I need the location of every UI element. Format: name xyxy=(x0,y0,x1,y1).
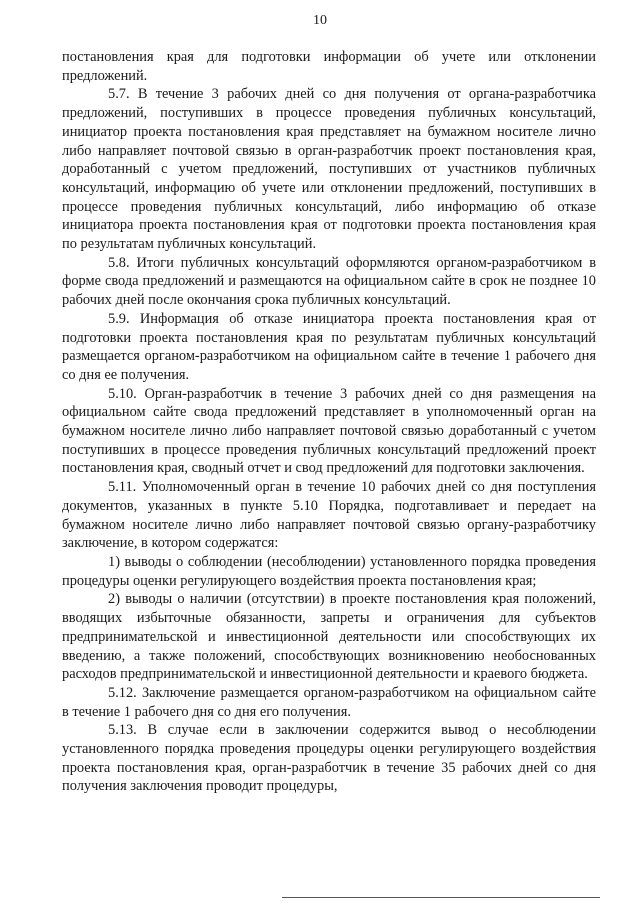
page-number: 10 xyxy=(313,13,327,28)
list-item-2: 2) выводы о наличии (отсутствии) в проекте постановления края положений, вводящих избыточные обязанности, запреты и ограничения для субъектов предпринимательской и инвестиционной деятельности или способствующих их введению, а также положений, способствующих возникновению необоснованных расходов предпринимательской и инвестиционной деятельности и краевого бюджета. xyxy=(62,591,596,683)
paragraph-5-7: 5.7. В течение 3 рабочих дней со дня получения от органа-разработчика предложений, поступивших в процессе проведения публичных консультаций, инициатор проекта постановления края представляет на бумажном носителе лично либо направляет почтовой связью в орган-разработчик проект постановления края, доработанный с учетом предложений, поступивших от участников публичных консультаций, информацию об учете или отклонении предложений, поступивших в процессе проведения публичных консультаций, либо информацию об отказе инициатора проекта постановления края от подготовки проекта постановления края по результатам публичных консультаций. xyxy=(62,86,596,253)
paragraph-5-11: 5.11. Уполномоченный орган в течение 10 рабочих дней со дня поступления документов, указанных в пункте 5.10 Порядка, подготавливает и передает на бумажном носителе лично либо направляет почтовой связью органу-разработчику заключение, в котором содержатся: xyxy=(62,479,596,552)
paragraph-continuation: постановления края для подготовки информации об учете или отклонении предложений. xyxy=(62,49,596,84)
paragraph-5-9: 5.9. Информация об отказе инициатора проекта постановления края от подготовки проекта постановления края по результатам публичных консультаций размещается органом-разработчиком на официальном сайте в течение 1 рабочего дня со дня ее получения. xyxy=(62,310,596,383)
bottom-divider xyxy=(282,897,600,898)
paragraph-5-10: 5.10. Орган-разработчик в течение 3 рабочих дней со дня размещения на официальном сайте свода предложений представляет в уполномоченный орган на бумажном носителе лично либо направляет почтовой связью доработанный с учетом поступивших в процессе проведения публичных консультаций предложений проект постановления края, сводный отчет и свод предложений для подготовки заключения. xyxy=(62,385,596,477)
list-item-1: 1) выводы о соблюдении (несоблюдении) установленного порядка проведения процедуры оценки регулирующего воздействия проекта постановления края; xyxy=(62,553,596,589)
paragraph-5-8: 5.8. Итоги публичных консультаций оформляются органом-разработчиком в форме свода предложений и размещаются на официальном сайте в срок не позднее 10 рабочих дней после окончания срока публичных консультаций. xyxy=(62,254,596,309)
paragraph-5-13: 5.13. В случае если в заключении содержится вывод о несоблюдении установленного порядка проведения процедуры оценки регулирующего воздействия проекта постановления края, орган-разработчик в течение 35 рабочих дней со дня получения заключения проводит процедуры, xyxy=(62,722,596,795)
document-body xyxy=(62,48,596,796)
paragraph-5-12: 5.12. Заключение размещается органом-разработчиком на официальном сайте в течение 1 рабочего дня со дня его получения. xyxy=(62,684,596,720)
